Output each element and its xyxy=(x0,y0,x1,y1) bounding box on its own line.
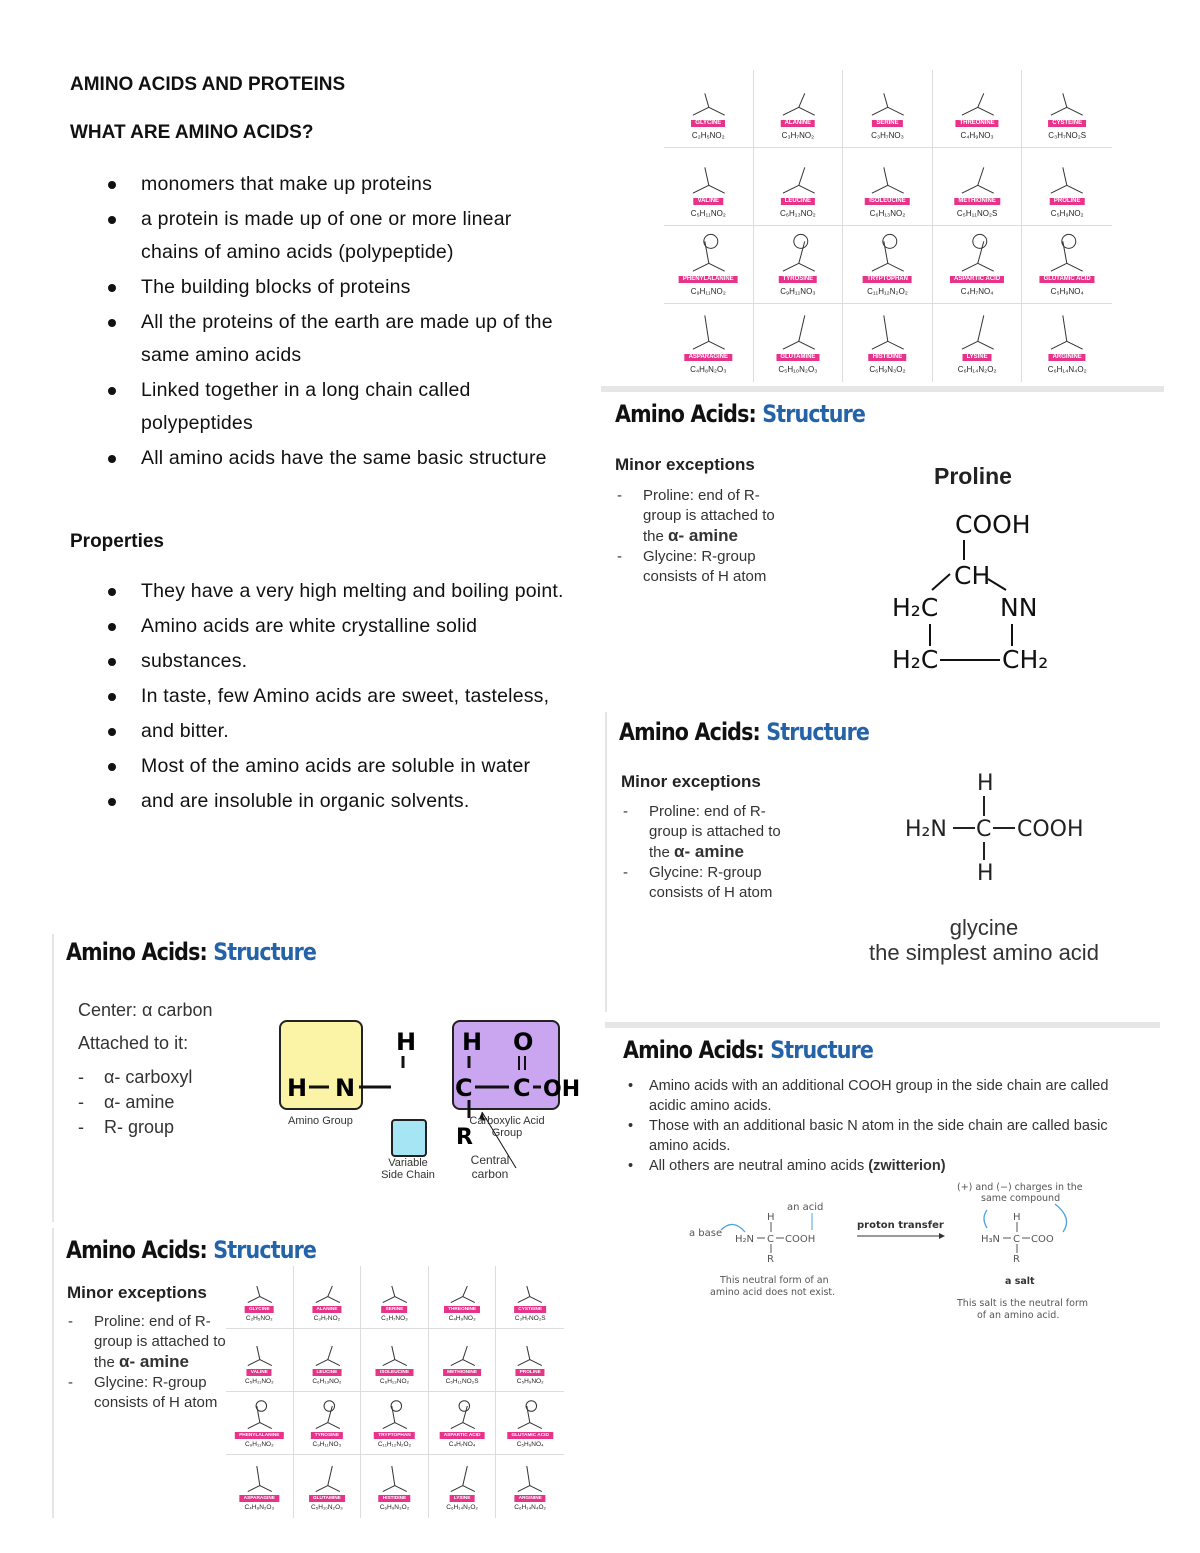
amino-acid-name: ISOLEUCINE xyxy=(865,198,909,205)
amino-acid-name: ARGININE xyxy=(515,1495,546,1502)
amino-acid-name: GLYCINE xyxy=(245,1306,274,1313)
amino-acid-cell xyxy=(361,1266,429,1329)
slide-title-part-b: Structure xyxy=(770,1036,874,1064)
amino-acid-name: CYSTEINE xyxy=(514,1306,546,1313)
amino-acid-cell xyxy=(843,304,933,382)
coo-label: COO xyxy=(1031,1234,1054,1245)
r-atom: R xyxy=(1013,1254,1020,1265)
h2c-label: H₂C xyxy=(892,593,939,622)
salt-note-line1: This salt is the neutral form xyxy=(957,1298,1088,1309)
amino-acid-formula: C₅H₁₁NO₂S xyxy=(956,208,998,218)
amino-acid-cell xyxy=(294,1455,362,1518)
list-item: - α- carboxyl xyxy=(76,1065,192,1090)
h-atom: H xyxy=(287,1074,308,1102)
slide-title-part-b: Structure xyxy=(762,400,866,428)
proline-note: Proline: end of R- group is attached to the xyxy=(649,803,781,861)
amino-acid-formula: C₃H₇NO₂ xyxy=(781,130,815,140)
list-item-text: Amino acids with an additional COOH group in the side chain are called acidic amino acids. xyxy=(649,1078,1109,1114)
amino-acid-cell xyxy=(496,1329,564,1392)
amino-acid-formula: C₉H₁₁NO₂ xyxy=(244,1441,274,1449)
amino-acid-cell xyxy=(664,70,754,148)
cooh-label: COOH xyxy=(1017,817,1084,842)
salt-note-line2: of an amino acid. xyxy=(977,1310,1060,1321)
proton-transfer-diagram xyxy=(685,1180,1105,1330)
amino-acid-formula: C₆H₁₄N₂O₂ xyxy=(957,364,997,374)
amino-acid-formula: C₆H₁₃NO₂ xyxy=(780,208,816,218)
amino-acid-name: TRYPTOPHAN xyxy=(374,1432,414,1439)
slide-proline xyxy=(603,394,1123,694)
h-atom: H xyxy=(462,1028,483,1056)
o-atom: O xyxy=(513,1028,534,1056)
amino-acid-table-large xyxy=(664,70,1112,382)
amino-acid-name: ASPARTIC ACID xyxy=(950,276,1004,283)
amino-acid-cell xyxy=(1022,226,1112,304)
variable-side-chain-label: Variable Side Chain xyxy=(381,1157,435,1181)
amino-acid-name: SERINE xyxy=(382,1306,408,1313)
amino-acid-formula: C₉H₁₁NO₃ xyxy=(312,1441,342,1449)
amino-acid-cell xyxy=(294,1266,362,1329)
center-label: Center: α carbon xyxy=(78,1000,213,1020)
list-item xyxy=(621,802,781,863)
n-atom: N xyxy=(335,1074,356,1102)
c-label: C xyxy=(976,817,992,842)
oh-group: OH xyxy=(543,1077,581,1102)
salt-label: a salt xyxy=(1005,1276,1035,1287)
amino-acid-formula: C₄H₉NO₃ xyxy=(960,130,994,140)
amino-acid-name: THREONINE xyxy=(444,1306,480,1313)
slide-title-part-b: Structure xyxy=(213,938,317,966)
list-item: - α- amine xyxy=(76,1090,192,1115)
h-atom: H xyxy=(1013,1212,1021,1223)
amino-acid-cell xyxy=(664,148,754,226)
amino-acid-name: PROLINE xyxy=(1050,198,1085,205)
amino-acid-cell xyxy=(294,1329,362,1392)
amino-acid-cell xyxy=(429,1455,497,1518)
amino-acid-name: TYROSINE xyxy=(311,1432,343,1439)
amino-acid-formula: C₆H₁₄N₄O₂ xyxy=(1047,364,1087,374)
alpha-amine-term: α- amine xyxy=(674,842,744,861)
slide-title-part-a: Amino Acids: xyxy=(619,718,760,746)
nn-label: NN xyxy=(1000,593,1038,622)
amino-acid-cell xyxy=(496,1455,564,1518)
minor-exceptions-list xyxy=(621,802,781,903)
amino-acid-formula: C₂H₅NO₂ xyxy=(691,130,725,140)
c-atom: C xyxy=(767,1234,774,1245)
h2n-label: H₂N xyxy=(735,1234,755,1245)
glycine-structure xyxy=(903,768,1103,888)
glycine-caption-line: the simplest amino acid xyxy=(869,940,1099,965)
amino-acid-name: METHIONINE xyxy=(954,198,999,205)
list-item: They have a very high melting and boiling point. xyxy=(70,575,570,608)
amino-acid-formula: C₃H₇NO₂ xyxy=(313,1315,341,1323)
document-title: AMINO ACIDS AND PROTEINS xyxy=(70,74,346,95)
amino-acid-cell xyxy=(933,70,1023,148)
list-item: substances. xyxy=(70,645,570,678)
minor-exceptions-heading: Minor exceptions xyxy=(615,455,755,474)
amino-acid-formula: C₆H₁₃NO₂ xyxy=(312,1378,342,1386)
amino-acid-cell xyxy=(664,226,754,304)
amino-acid-name: ASPARTIC ACID xyxy=(440,1432,485,1439)
amino-acid-formula: C₅H₉NO₄ xyxy=(1050,286,1084,296)
list-item: • All others are neutral amino acids (zwitterion) xyxy=(628,1158,946,1174)
amino-acid-cell xyxy=(361,1392,429,1455)
amino-acid-cell xyxy=(226,1266,294,1329)
amino-group-label: Amino Group xyxy=(288,1115,353,1127)
list-item: - Glycine: R-group consists of H atom xyxy=(621,863,781,903)
r-atom: R xyxy=(456,1125,473,1150)
list-item xyxy=(615,486,775,547)
amino-acid-formula: C₅H₁₁NO₂ xyxy=(690,208,726,218)
amino-acid-formula: C₄H₈N₂O₃ xyxy=(244,1504,275,1512)
amino-acid-formula: C₆H₉N₃O₂ xyxy=(869,364,906,374)
amino-acid-formula: C₅H₉NO₄ xyxy=(516,1441,544,1449)
amino-acid-cell xyxy=(226,1329,294,1392)
amino-acid-formula: C₁₁H₁₂N₂O₂ xyxy=(867,286,908,296)
list-item: All amino acids have the same basic structure xyxy=(70,442,570,475)
amino-acid-formula: C₂H₅NO₂ xyxy=(245,1315,273,1323)
amino-acid-cell xyxy=(429,1266,497,1329)
alpha-amine-term: α- amine xyxy=(668,526,738,545)
ch-label: CH xyxy=(954,561,991,590)
amino-acid-formula: C₄H₇NO₄ xyxy=(448,1441,476,1449)
amino-acid-formula: C₃H₇NO₃ xyxy=(871,130,904,140)
amino-acid-formula: C₆H₉N₃O₂ xyxy=(379,1504,410,1512)
slide-title-part-a: Amino Acids: xyxy=(615,400,756,428)
glycine-caption-line: glycine xyxy=(949,915,1019,940)
amino-acid-name: TYROSINE xyxy=(779,276,818,283)
amino-acid-cell xyxy=(496,1266,564,1329)
an-acid-label: an acid xyxy=(787,1202,824,1213)
amino-acid-name: VALINE xyxy=(247,1369,272,1376)
section-heading-what-are-amino-acids: WHAT ARE AMINO ACIDS? xyxy=(70,122,314,143)
a-base-label: a base xyxy=(689,1228,723,1239)
amino-acid-formula: C₉H₁₁NO₃ xyxy=(780,286,816,296)
amino-acid-cell xyxy=(754,148,844,226)
amino-acid-name: ARGININE xyxy=(1049,354,1086,361)
amino-acid-cell xyxy=(294,1392,362,1455)
slide-title-part-a: Amino Acids: xyxy=(66,1236,207,1264)
carboxyl-group-label: Carboxylic Acid Group xyxy=(469,1115,545,1139)
amino-acid-cell xyxy=(496,1392,564,1455)
amino-acid-cell xyxy=(361,1455,429,1518)
amino-acid-cell xyxy=(429,1329,497,1392)
c-atom: C xyxy=(455,1074,473,1102)
h-atom: H xyxy=(767,1212,775,1223)
slide-title xyxy=(619,718,869,746)
amino-acid-formula: C₅H₁₁NO₂S xyxy=(445,1378,479,1386)
h-top: H xyxy=(977,771,994,796)
amino-acid-name: GLUTAMIC ACID xyxy=(507,1432,552,1439)
amino-acid-name: HISTIDINE xyxy=(379,1495,411,1502)
slide-title-part-b: Structure xyxy=(213,1236,317,1264)
amino-acid-name: HISTIDINE xyxy=(869,354,907,361)
slide-title-part-a: Amino Acids: xyxy=(66,938,207,966)
amino-acid-name: PHENYLALANINE xyxy=(235,1432,283,1439)
c-atom: C xyxy=(1013,1234,1020,1245)
amino-acid-cell xyxy=(1022,304,1112,382)
list-item: • Amino acids with an additional COOH group in the side chain are called acidic amino acids. xyxy=(628,1078,1109,1114)
amino-acid-cell xyxy=(843,148,933,226)
amino-acid-name: THREONINE xyxy=(956,120,999,127)
list-item: Most of the amino acids are soluble in water xyxy=(70,750,570,783)
proline-note: Proline: end of R- group is attached to the xyxy=(643,487,775,545)
proline-title: Proline xyxy=(934,463,1012,489)
amino-acid-name: ASPARAGINE xyxy=(685,354,732,361)
list-item: a protein is made up of one or more linear chains of amino acids (polypeptide) xyxy=(70,203,570,269)
amino-acid-formula: C₆H₁₄N₄O₂ xyxy=(514,1504,547,1512)
slide-title xyxy=(66,1236,316,1264)
r-atom: R xyxy=(767,1254,774,1265)
h3n-label: H₃N xyxy=(981,1234,1001,1245)
alpha-amine-term: α- amine xyxy=(119,1352,189,1371)
attached-list xyxy=(76,1065,192,1140)
amino-acid-cell xyxy=(226,1455,294,1518)
properties-list xyxy=(70,575,570,818)
amino-acid-name: LEUCINE xyxy=(312,1369,341,1376)
amino-acid-formula: C₅H₉NO₂ xyxy=(1050,208,1084,218)
charges-note-line1: (+) and (−) charges in the xyxy=(957,1182,1083,1193)
slide-minor-exceptions-table xyxy=(52,1228,570,1518)
neutral-note-line2: amino acid does not exist. xyxy=(710,1287,836,1298)
zwitterion-term: (zwitterion) xyxy=(868,1158,946,1174)
amino-acid-formula: C₃H₇NO₂S xyxy=(514,1315,546,1323)
list-item: and are insoluble in organic solvents. xyxy=(70,785,570,818)
amino-acid-name: PROLINE xyxy=(516,1369,545,1376)
amino-acid-name: GLYCINE xyxy=(691,120,725,127)
definition-list xyxy=(70,168,570,475)
amino-acid-name: GLUTAMINE xyxy=(776,354,819,361)
amino-acid-name: ISOLEUCINE xyxy=(376,1369,413,1376)
slide-title-part-a: Amino Acids: xyxy=(623,1036,764,1064)
minor-exceptions-list xyxy=(66,1312,236,1413)
amino-acid-name: TRYPTOPHAN xyxy=(863,276,912,283)
list-item: • Those with an additional basic N atom in the side chain are called basic amino acids. xyxy=(628,1118,1108,1154)
amino-acid-name: SERINE xyxy=(872,120,902,127)
list-item: All the proteins of the earth are made up of the same amino acids xyxy=(70,306,570,372)
amino-acid-formula: C₅H₁₀N₂O₃ xyxy=(778,364,818,374)
amino-acid-name: LYSINE xyxy=(963,354,992,361)
list-item-text: Those with an additional basic N atom in the side chain are called basic amino acids. xyxy=(649,1118,1108,1154)
slide-title xyxy=(66,938,316,966)
h-bottom: H xyxy=(977,861,994,886)
list-item: - R- group xyxy=(76,1115,192,1140)
amino-acid-name: ALANINE xyxy=(781,120,816,127)
minor-exceptions-heading: Minor exceptions xyxy=(621,772,761,791)
minor-exceptions-heading: Minor exceptions xyxy=(67,1283,207,1302)
slide-title xyxy=(615,400,865,428)
slide-zwitterion xyxy=(605,1028,1160,1338)
slide-glycine xyxy=(605,712,1127,1012)
amino-acid-name: PHENYLALANINE xyxy=(679,276,738,283)
amino-acid-cell xyxy=(754,304,844,382)
amino-class-list xyxy=(625,1076,1145,1176)
amino-acid-formula: C₅H₁₀N₂O₃ xyxy=(310,1504,343,1512)
central-carbon-label: Central carbon xyxy=(470,1153,510,1181)
amino-acid-table-small xyxy=(226,1266,564,1518)
amino-acid-cell xyxy=(1022,70,1112,148)
amino-acid-formula: C₉H₁₁NO₂ xyxy=(690,286,726,296)
amino-acid-formula: C₄H₇NO₄ xyxy=(960,286,994,296)
amino-acid-name: GLUTAMINE xyxy=(309,1495,345,1502)
h-atom: H xyxy=(396,1028,417,1056)
list-item: In taste, few Amino acids are sweet, tasteless, xyxy=(70,680,570,713)
minor-exceptions-list xyxy=(615,486,775,587)
amino-acid-formula: C₄H₉NO₃ xyxy=(448,1315,476,1323)
amino-acid-formula: C₃H₇NO₃ xyxy=(381,1315,408,1323)
amino-acid-formula: C₆H₁₃NO₂ xyxy=(869,208,906,218)
proton-transfer-label: proton transfer xyxy=(857,1220,944,1231)
h2c-label: H₂C xyxy=(892,645,939,674)
cooh-label: COOH xyxy=(785,1234,816,1245)
ch2-label: CH₂ xyxy=(1002,645,1049,674)
divider xyxy=(601,386,1164,392)
amino-acid-name: CYSTEINE xyxy=(1048,120,1086,127)
slide-structure-center xyxy=(52,934,581,1222)
amino-acid-name: LYSINE xyxy=(450,1495,475,1502)
amino-acid-name: GLUTAMIC ACID xyxy=(1040,276,1095,283)
amino-acid-formula: C₆H₁₃NO₂ xyxy=(379,1378,410,1386)
slide-title-part-b: Structure xyxy=(766,718,870,746)
amino-acid-name: ASPARAGINE xyxy=(240,1495,279,1502)
proline-structure xyxy=(888,504,1078,674)
glycine-caption xyxy=(847,915,1121,965)
amino-acid-formula: C₅H₁₁NO₂ xyxy=(244,1378,274,1386)
amino-acid-cell xyxy=(1022,148,1112,226)
cooh-label: COOH xyxy=(955,510,1031,539)
amino-acid-cell xyxy=(933,304,1023,382)
amino-acid-formula: C₅H₉NO₂ xyxy=(516,1378,544,1386)
section-heading-properties: Properties xyxy=(70,531,164,552)
amino-acid-cell xyxy=(933,226,1023,304)
amino-acid-cell xyxy=(361,1329,429,1392)
c-atom: C xyxy=(513,1074,531,1102)
amino-acid-formula: C₁₁H₁₂N₂O₂ xyxy=(377,1441,412,1449)
amino-acid-cell xyxy=(933,148,1023,226)
amino-acid-cell xyxy=(843,70,933,148)
amino-acid-name: VALINE xyxy=(694,198,723,205)
charges-note-line2: same compound xyxy=(981,1193,1061,1204)
amino-acid-cell xyxy=(754,70,844,148)
list-item-text: All others are neutral amino acids xyxy=(649,1158,865,1174)
attached-label: Attached to it: xyxy=(78,1033,189,1053)
amino-acid-formula: C₆H₁₄N₂O₂ xyxy=(446,1504,478,1512)
list-item: and bitter. xyxy=(70,715,570,748)
list-item: The building blocks of proteins xyxy=(70,271,570,304)
amino-acid-name: METHIONINE xyxy=(443,1369,481,1376)
list-item: monomers that make up proteins xyxy=(70,168,570,201)
amino-acid-cell xyxy=(226,1392,294,1455)
slide-title xyxy=(623,1036,873,1064)
amino-acid-cell xyxy=(843,226,933,304)
amino-acid-name: ALANINE xyxy=(312,1306,341,1313)
amino-acid-name: LEUCINE xyxy=(781,198,815,205)
list-item: - Glycine: R-group consists of H atom xyxy=(66,1373,236,1413)
list-item: Amino acids are white crystalline solid xyxy=(70,610,570,643)
list-item: - Glycine: R-group consists of H atom xyxy=(615,547,775,587)
list-item xyxy=(66,1312,236,1373)
amino-acid-cell xyxy=(754,226,844,304)
h2n-label: H₂N xyxy=(905,817,947,842)
amino-acid-formula: C₄H₈N₂O₃ xyxy=(690,364,727,374)
amino-acid-cell xyxy=(664,304,754,382)
list-item: Linked together in a long chain called polypeptides xyxy=(70,374,570,440)
amino-acid-cell xyxy=(429,1392,497,1455)
proline-note: Proline: end of R- group is attached to the xyxy=(94,1313,226,1371)
amino-acid-formula: C₃H₇NO₂S xyxy=(1048,130,1087,140)
neutral-note-line1: This neutral form of an xyxy=(720,1275,829,1286)
